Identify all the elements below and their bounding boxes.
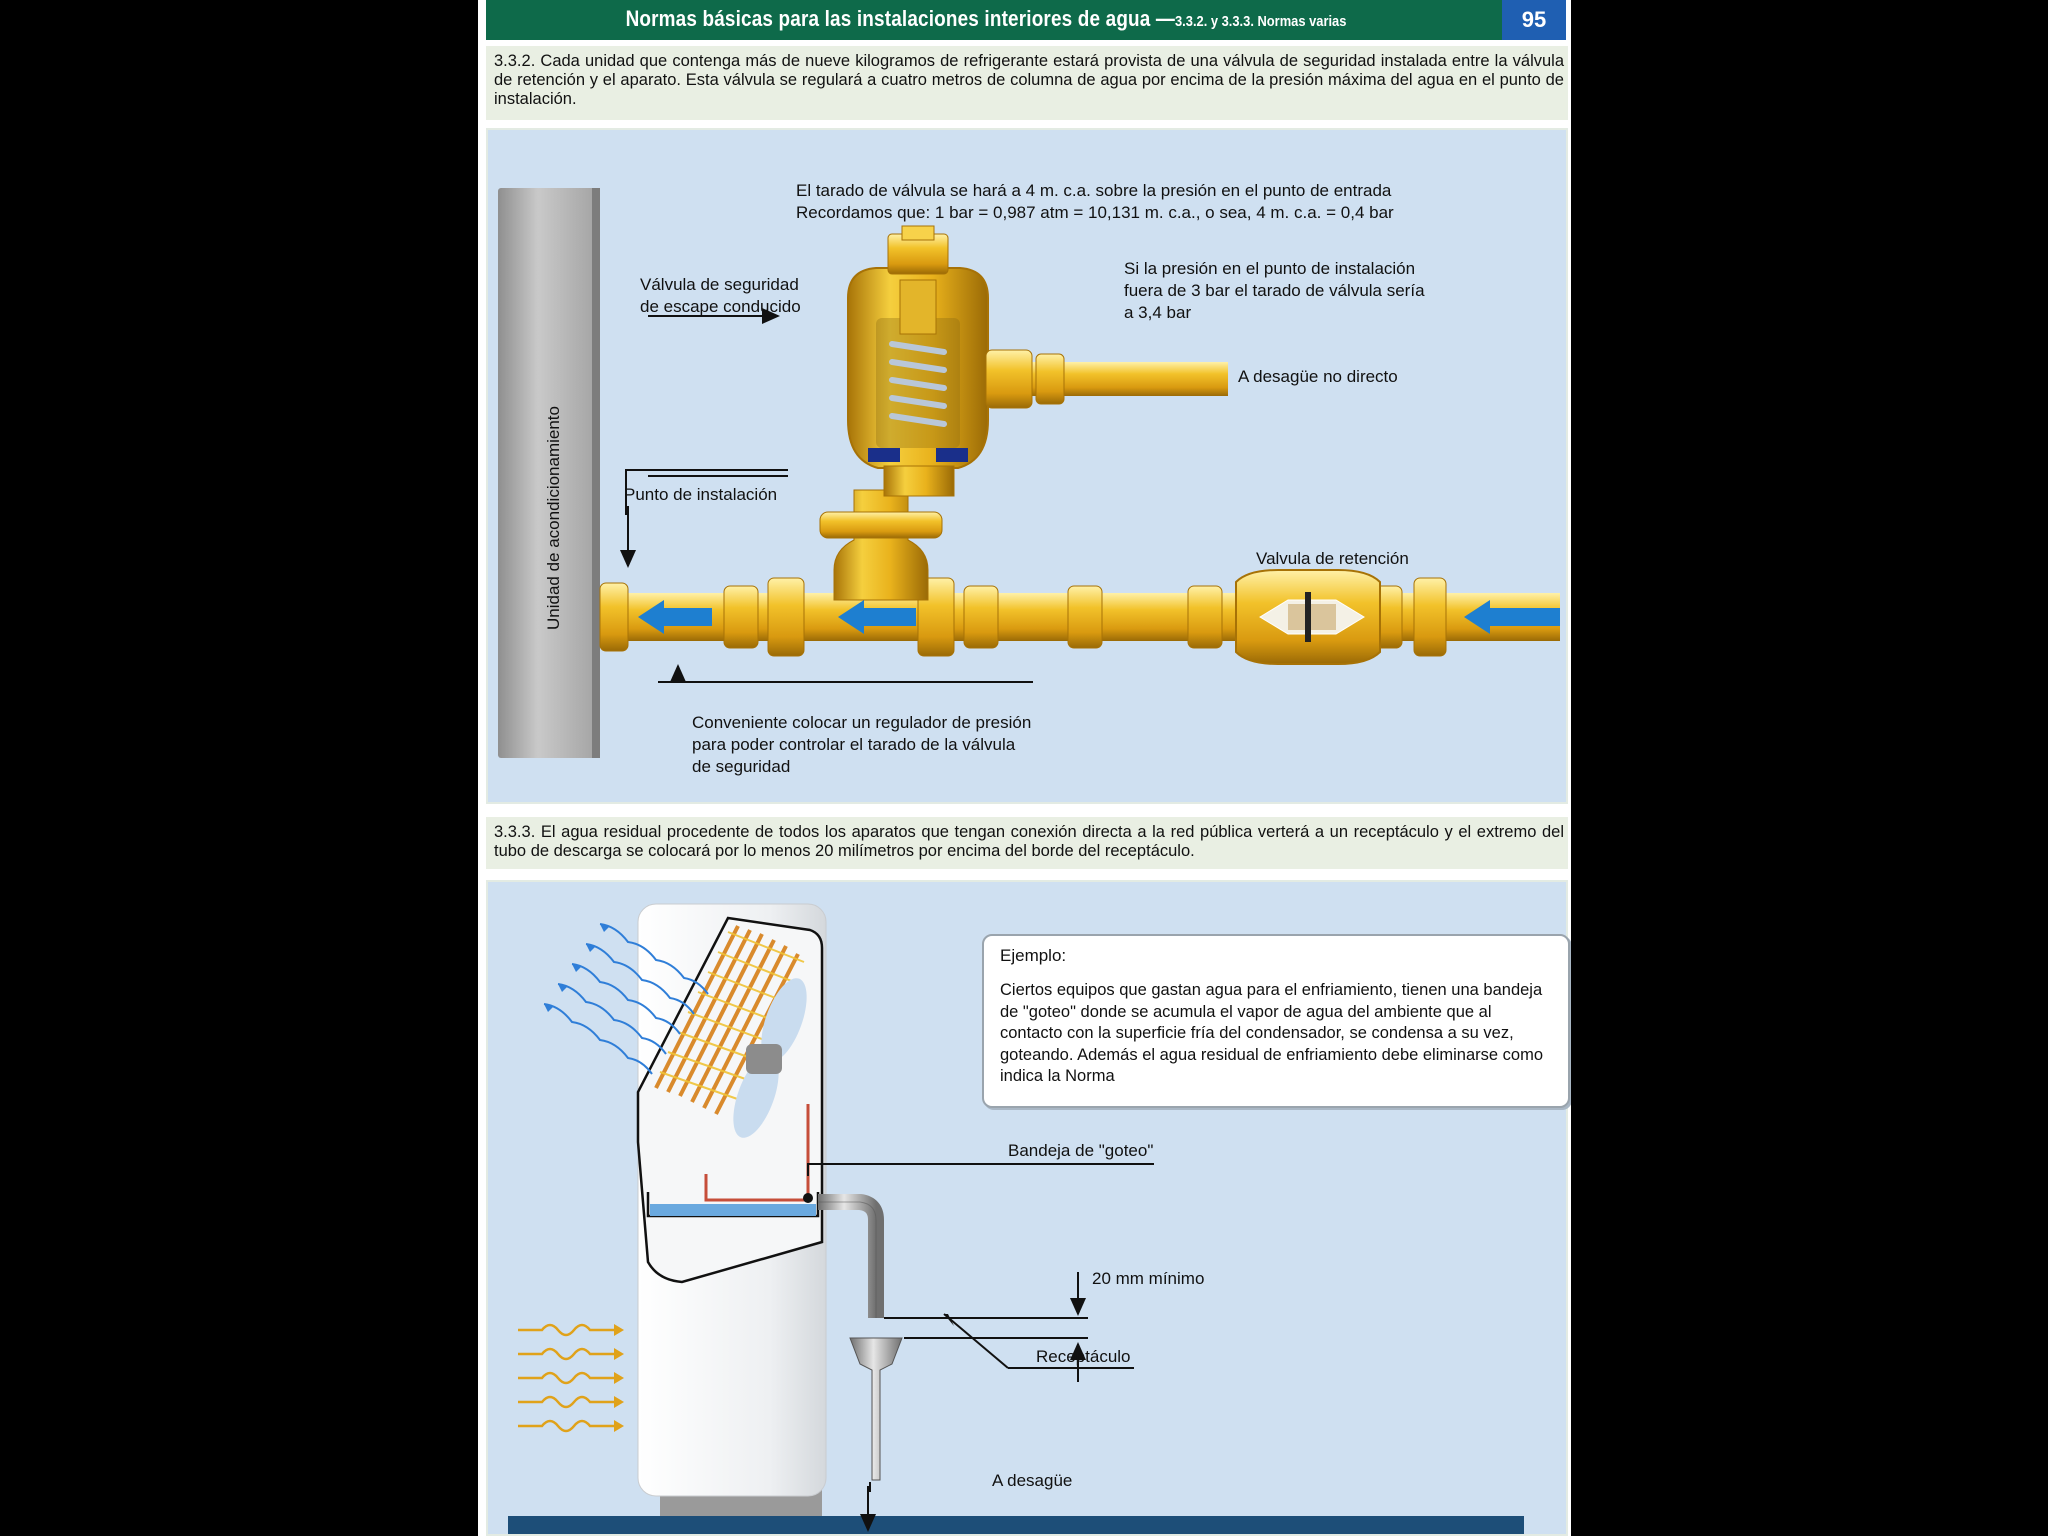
page-number: 95: [1502, 0, 1566, 40]
drip-tray-label: Bandeja de "goteo": [1008, 1141, 1154, 1160]
tarado-note-line2: Recordamos que: 1 bar = 0,987 atm = 10,131 m. c.a., o sea, 4 m. c.a. = 0,4 bar: [796, 203, 1394, 222]
drain-label: A desagüe no directo: [1238, 367, 1398, 386]
regulator-note-line2: para poder controlar el tarado de la válvula: [692, 735, 1016, 754]
receptacle-label: Receptáculo: [1036, 1347, 1131, 1366]
safety-valve-diagram: [486, 128, 1568, 804]
document-page: [478, 0, 1571, 1536]
page-header: [486, 0, 1566, 40]
safety-valve-label-line1: Válvula de seguridad: [640, 275, 799, 294]
intake-air-arrows: [518, 1325, 616, 1431]
example-box: [982, 934, 1570, 1108]
drain-destination-label: A desagüe: [992, 1471, 1073, 1490]
install-point-label: Punto de instalación: [624, 485, 778, 504]
regulator-note-line1: Conveniente colocar un regulador de presión: [692, 713, 1032, 732]
page-title: [556, 0, 1416, 40]
example-note-line1: Si la presión en el punto de instalación: [1124, 259, 1416, 278]
safety-valve-illustration: [488, 130, 1566, 802]
discharge-pipe: [818, 1202, 876, 1318]
drip-tray-diagram: [486, 880, 1568, 1536]
section-333-text: 3.3.3. El agua residual procedente de todos los aparatos que tengan conexión directa a la red pública verterá a un receptáculo y el extremo del tubo de descarga se colocará por lo menos 20 milímetros por encima del borde del receptáculo.: [486, 817, 1568, 869]
example-note-line3: a 3,4 bar: [1124, 303, 1192, 322]
check-valve-label: Valvula de retención: [1256, 549, 1409, 568]
safety-valve-label-line2: de escape conducido: [640, 297, 801, 316]
section-332-text: 3.3.2. Cada unidad que contenga más de nueve kilogramos de refrigerante estará provista de una válvula de seguridad instalada entre la válvula de retención y el aparato. Esta válvula se regulará a cuatro metros de columna de agua por encima de la presión máxima del agua en el punto de instalación.: [486, 46, 1568, 120]
unit-label: Unidad de acondicionamiento: [544, 406, 563, 630]
title-main: Normas básicas para las instalaciones interiores de agua —: [625, 6, 1176, 31]
title-subtitle: 3.3.2. y 3.3.3. Normas varias: [1175, 13, 1347, 30]
receptacle: [850, 1338, 902, 1480]
regulator-note-line3: de seguridad: [692, 757, 791, 776]
tarado-note-line1: El tarado de válvula se hará a 4 m. c.a. sobre la presión en el punto de entrada: [796, 181, 1392, 200]
example-title: Ejemplo:: [1000, 946, 1067, 965]
example-body: Ciertos equipos que gastan agua para el enfriamiento, tienen una bandeja de "goteo" donde se acumula el vapor de agua del ambiente que al contacto con la superficie fría del condensador, se condensa a su vez, goteando. Además el agua residual de enfriamiento debe eliminarse como indica la Norma: [1000, 981, 1544, 1085]
example-note-line2: fuera de 3 bar el tarado de válvula sería: [1124, 281, 1425, 300]
gap-label: 20 mm mínimo: [1092, 1269, 1205, 1288]
tee-fitting: [834, 490, 928, 600]
